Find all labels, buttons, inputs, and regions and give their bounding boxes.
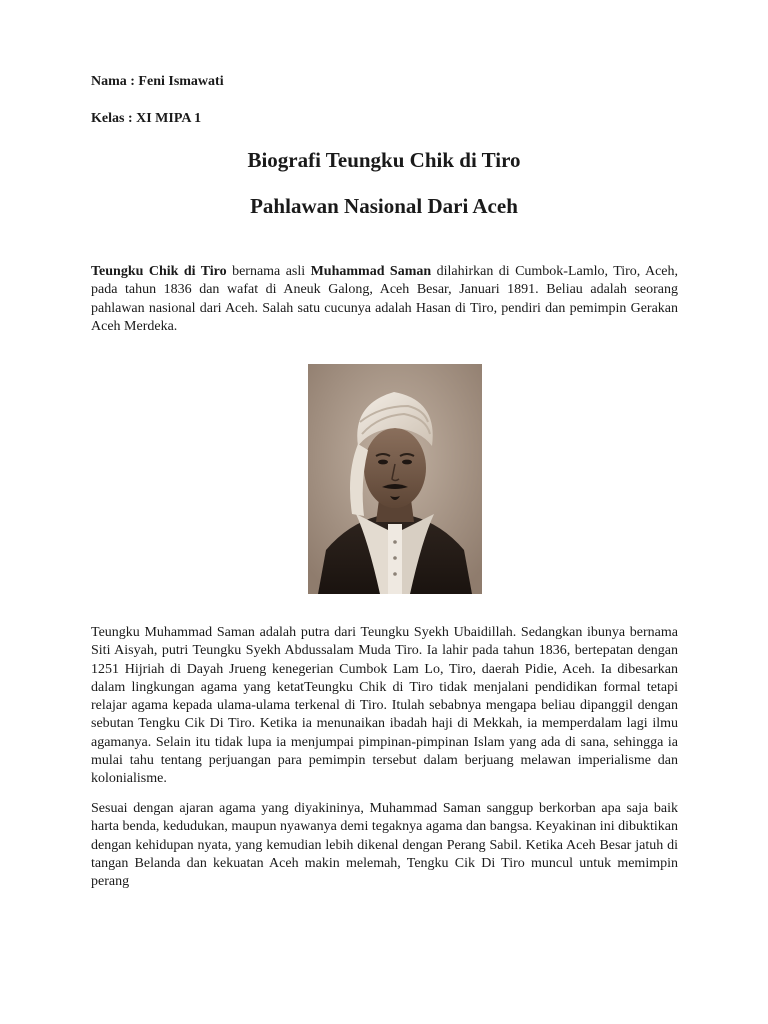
- portrait-image: [308, 364, 482, 594]
- document-subtitle: Pahlawan Nasional Dari Aceh: [250, 194, 518, 218]
- body-paragraph-1: Teungku Muhammad Saman adalah putra dari Teungku Syekh Ubaidillah. Sedangkan ibunya bernama Siti Aisyah, putri Teungku Syekh Abdussalam Muda Tiro. Ia lahir pada tahun 1836, bertepatan dengan 1251 Hijriah di Dayah Jrueng kenegerian Cumbok Lam Lo, Tiro, daerah Pidie, Aceh. Ia dibesarkan dalam lingkungan agama yang ketatTeungku Chik di Tiro tidak menjalani pendidikan formal tetapi relajar agama kepada ulama-ulama terkenal di Tiro. Itulah sebabnya mengapa beliau dipanggil dengan sebutan Tengku Cik Di Tiro. Ketika ia menunaikan ibadah haji di Mekkah, ia memperdalam lagi ilmu agamanya. Selain itu tidak lupa ia menjumpai pimpinan-pimpinan Islam yang ada di sana, sehingga ia mulai tahu tentang perjuangan para pemimpin tersebut dalam berjuang melawan imperialisme dan kolonialisme.: [91, 625, 678, 787]
- intro-text-2: dilahirkan di Cumbok-Lamlo, Tiro, Aceh, pada tahun 1836 dan wafat di Aneuk Galong, Aceh Besar, Januari 1891. Beliau adalah seorang pahlawan nasional dari Aceh. Salah satu cucunya adalah Hasan di Tiro, pendiri dan pemimpin Gerakan Aceh Merdeka.: [91, 264, 678, 334]
- student-class: Kelas : XI MIPA 1: [91, 111, 202, 126]
- intro-paragraph: [91, 263, 678, 336]
- document-title: Biografi Teungku Chik di Tiro: [247, 148, 521, 172]
- intro-name-bold: Teungku Chik di Tiro: [91, 264, 227, 279]
- portrait-drawing: [308, 364, 482, 594]
- intro-text-1: bernama asli: [226, 264, 311, 279]
- student-name: Nama : Feni Ismawati: [91, 74, 224, 89]
- intro-real-name-bold: Muhammad Saman: [310, 264, 432, 279]
- body-paragraph-2: Sesuai dengan ajaran agama yang diyakininya, Muhammad Saman sanggup berkorban apa saja baik harta benda, kedudukan, maupun nyawanya demi tegaknya agama dan bangsa. Keyakinan ini dibuktikan dengan kehidupan nyata, yang kemudian lebih dikenal dengan Perang Sabil. Ketika Aceh Besar jatuh di tangan Belanda dan kekuatan Aceh makin melemah, Tengku Cik Di Tiro muncul untuk memimpin perang: [91, 801, 678, 890]
